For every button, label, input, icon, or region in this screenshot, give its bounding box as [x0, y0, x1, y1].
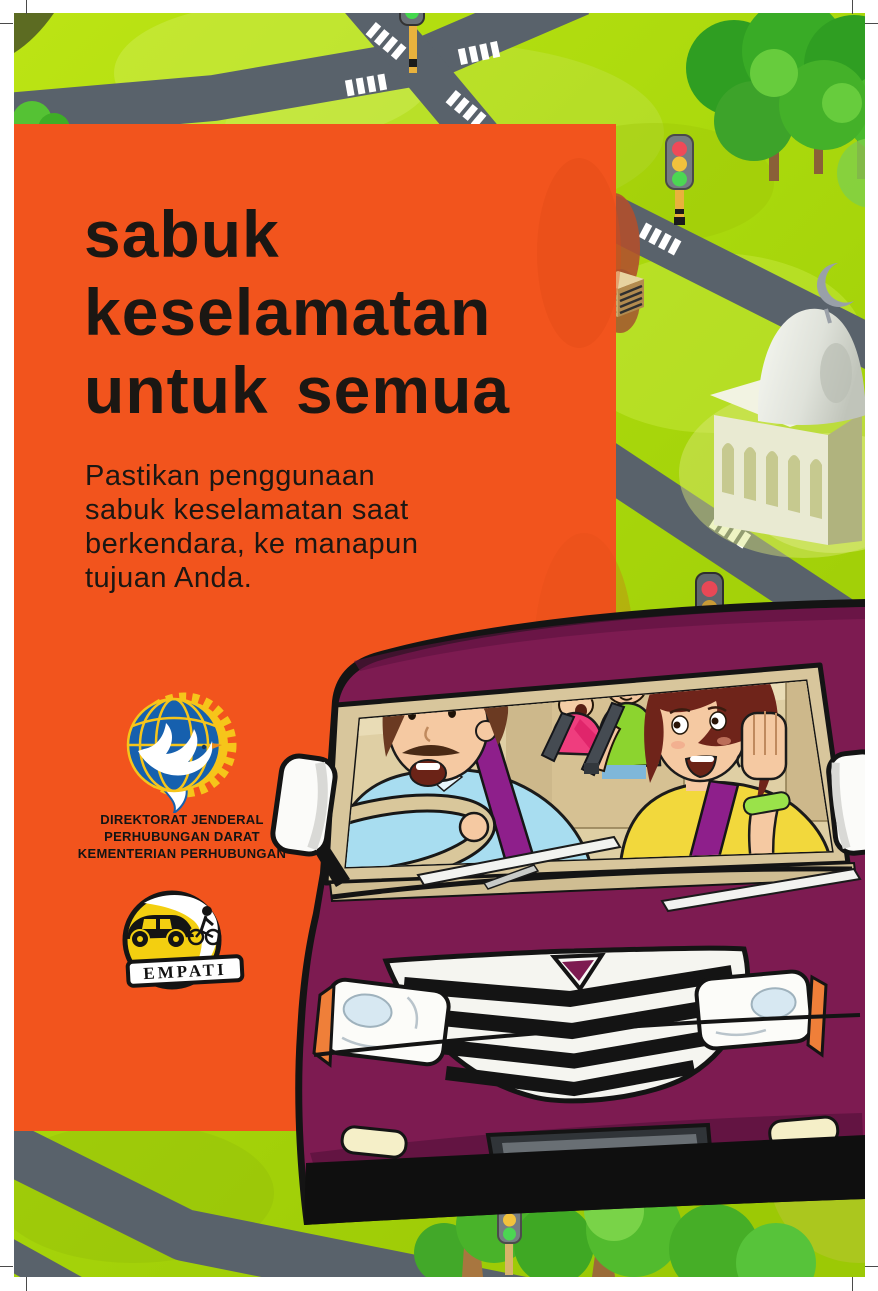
crop-mark: [0, 1266, 13, 1267]
poster-body-text: [85, 459, 418, 595]
title-line: keselamatan: [84, 275, 492, 349]
body-line: berkendara, ke manapun: [85, 528, 419, 560]
headlight-right-icon: [695, 970, 813, 1049]
crop-mark: [26, 1277, 27, 1291]
family-van: [271, 599, 865, 1225]
body-line: tujuan Anda.: [85, 562, 253, 594]
poster-title: [84, 195, 510, 429]
title-line: sabuk: [84, 197, 280, 271]
agency-name: [37, 811, 327, 862]
empati-logo-icon: [110, 885, 260, 999]
body-line: sabuk keselamatan saat: [85, 494, 409, 526]
title-line: untuk semua: [84, 353, 511, 427]
agency-line: DIREKTORAT JENDERAL: [100, 812, 264, 827]
poster-content: [14, 13, 865, 1277]
fog-light-left-icon: [341, 1126, 407, 1159]
crop-mark: [865, 1266, 878, 1267]
crop-mark: [852, 0, 853, 14]
body-line: Pastikan penggunaan: [85, 460, 376, 492]
agency-line: PERHUBUNGAN DARAT: [104, 829, 260, 844]
crop-mark: [0, 23, 13, 24]
crop-mark: [865, 23, 878, 24]
agency-line: KEMENTERIAN PERHUBUNGAN: [77, 846, 287, 861]
empati-label: EMPATI: [142, 959, 228, 984]
crop-mark: [26, 0, 27, 14]
crop-mark: [852, 1277, 853, 1291]
waving-hand-icon: [737, 711, 786, 779]
ministry-of-transport-logo-icon: [116, 685, 240, 813]
